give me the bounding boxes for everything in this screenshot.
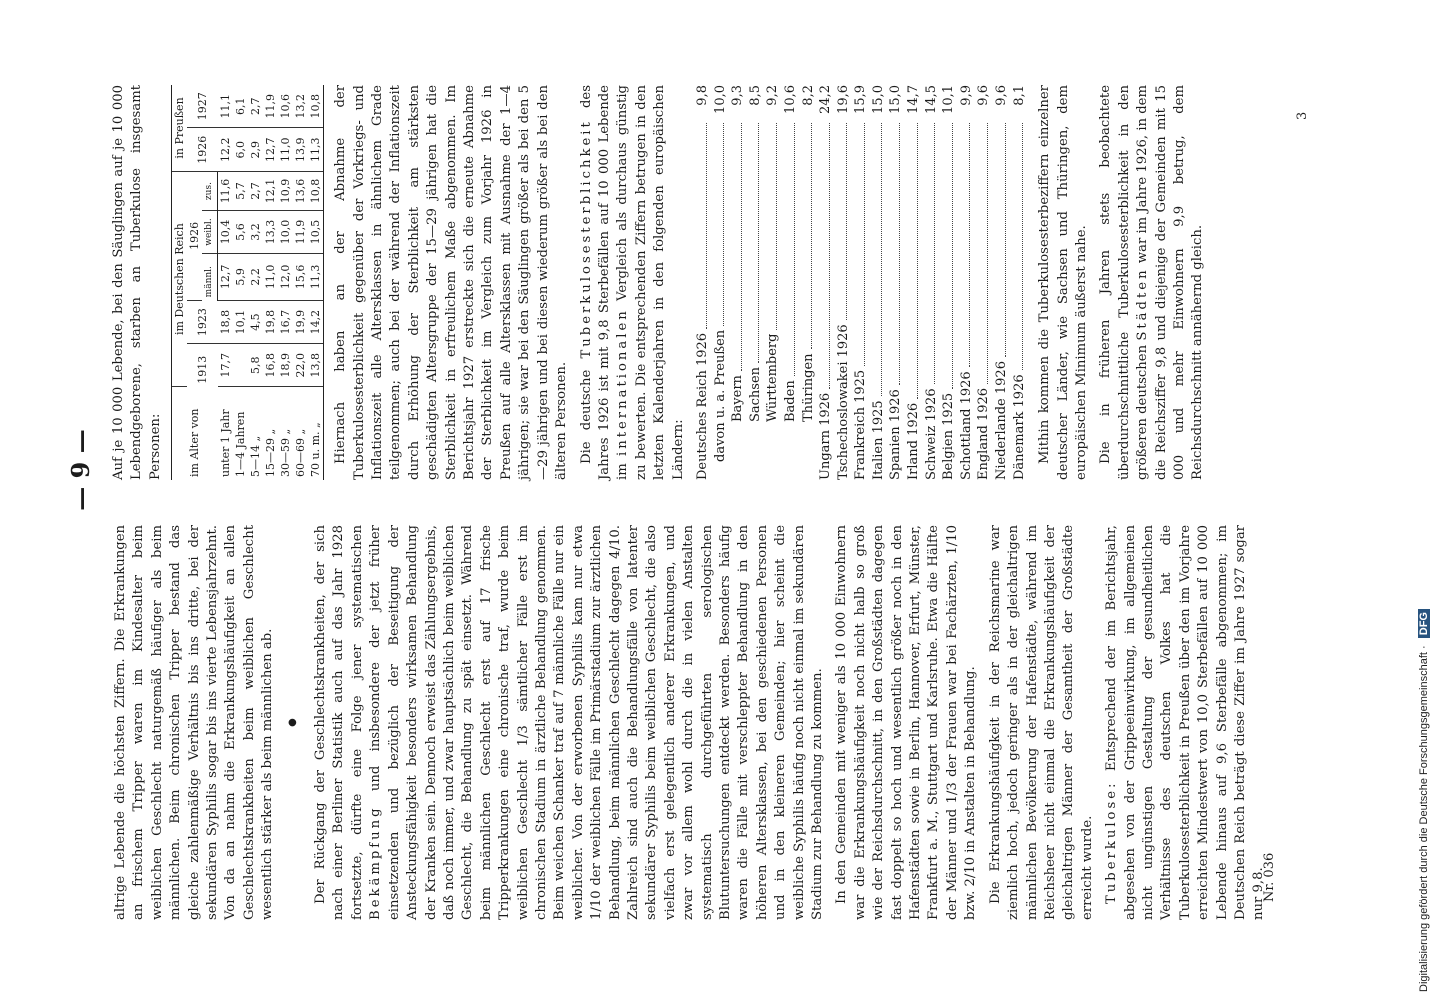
table-cell-p1926: 2,9	[248, 128, 263, 172]
table-cell-age: 60—69 „	[294, 428, 308, 477]
table-cell-w: 10,0	[278, 211, 293, 254]
page-number: 3	[1295, 111, 1310, 120]
leader-dots	[870, 123, 883, 396]
country-value: 10,6	[782, 85, 798, 114]
paragraph-staedte: Die in früheren Jahren stets beobachtete überdurchschnittliche Tuberkulosesterblichkeit in den größeren deutschen Städten war im Jahre 1926, in dem die Reichsziffer 9,8 und diejenige der Gemeinden mit 15 000 und mehr Einwohnern 9,9 betrug, dem Reichsdurchschnitt annähernd gleich.	[1098, 85, 1206, 480]
country-name: Tschechoslowakei 1926	[835, 324, 851, 480]
country-name: Bayern	[730, 375, 746, 422]
country-value: 24,2	[818, 85, 834, 114]
table-row	[278, 85, 293, 480]
leader-dots	[782, 123, 795, 376]
table-cell-w: 10,5	[308, 211, 324, 254]
country-name: Dänemark 1926	[1011, 374, 1027, 480]
table-cell-zus: 13,6	[293, 171, 308, 210]
country-row	[870, 85, 888, 480]
country-name: Württemberg	[765, 333, 781, 422]
country-row	[835, 85, 853, 480]
table-cell-v1913: 22,0	[293, 344, 308, 387]
country-value: 10,0	[712, 85, 728, 114]
country-row	[747, 85, 765, 480]
emphasis-bekaempfung: Bekämpfung	[368, 805, 384, 920]
table-cell-v1923: 16,7	[278, 300, 293, 344]
header-age: im Alter von	[172, 387, 218, 480]
right-column	[110, 85, 1214, 480]
table-cell-v1913	[233, 344, 248, 387]
country-value: 8,1	[1011, 85, 1027, 106]
table-cell-v1923: 14,2	[308, 300, 324, 344]
table-row	[308, 85, 324, 480]
dfg-logo: DFG	[1418, 609, 1430, 638]
country-name: Frankreich 1925	[853, 369, 869, 480]
country-value: 15,0	[870, 85, 886, 114]
table-cell-v1913: 13,8	[308, 344, 324, 387]
table-cell-zus: 10,9	[278, 171, 293, 210]
country-row	[800, 85, 818, 480]
country-row	[905, 85, 923, 480]
country-value: 9,8	[694, 85, 710, 106]
country-list	[694, 85, 1028, 480]
table-cell-zus: 10,8	[308, 171, 324, 210]
leader-dots	[694, 123, 707, 329]
paragraph-decline: Der Rückgang der Geschlechtskrankheiten, der sich nach einer Berliner Statistik auch auf das Jahr 1928 fortsetzte, dürfte eine Folge jener systematischen Bekämpfung und insbesondere der jetzt früher einsetzenden und bezüglich der Beseitigung der Ansteckungsfähigkeit besonders wirksamen Behandlung der Kranken sein. Dennoch erweist das Zählungsergebnis, daß noch immer, und zwar hauptsächlich beim weiblichen Geschlecht, die Behandlung zu spät einsetzt. Während beim männlichen Geschlecht erst auf 17 frische Tripperkrankungen eine chronische traf, wurde beim weiblichen Geschlecht 1/3 sämtlicher Fälle erst im chronischen Stadium in ärztliche Behandlung genommen. Beim weichen Schanker traf auf 7 männliche Fälle nur ein weiblicher. Von der erworbenen Syphilis kam nur etwa 1/10 der weiblichen Fälle im Primärstadium zur ärztlichen Behandlung, beim männlichen Geschlecht dagegen 4/10. Zahlreich sind auch die Behandlungsfälle von latenter sekundärer Syphilis beim weiblichen Geschlecht, die also vielfach erst gelegentlich anderer Erkrankungen, und zwar vor allem wohl durch die in vielen Anstalten systematisch durchgeführten serologischen Blutuntersuchungen entdeckt werden. Besonders häufig waren die Fälle mit verschleppter Behandlung in den höheren Altersklassen, bei den geschiedenen Personen und in den kleineren Gemeinden; hier scheint die weibliche Syphilis häufig noch nicht einmal im sekundären Stadium zur Behandlung zu kommen.	[313, 525, 826, 920]
table-cell-age: 30—59 „	[279, 428, 293, 477]
table-cell-age: 15—29 „	[264, 428, 278, 477]
country-value: 8,5	[747, 85, 763, 106]
table-cell-m: 2,2	[248, 253, 263, 300]
country-value: 9,6	[976, 85, 992, 106]
table-row	[248, 85, 263, 480]
leader-dots	[958, 123, 971, 367]
header-female: weibl.	[202, 211, 218, 254]
country-row	[712, 85, 730, 480]
country-name: Schottland 1926	[958, 371, 974, 480]
table-cell-p1926: 11,3	[308, 128, 324, 172]
table-cell-age: unter 1 Jahr	[218, 409, 232, 477]
table-cell-p1927: 6,1	[233, 85, 248, 128]
country-name: Sachsen	[747, 366, 763, 422]
leader-dots	[905, 123, 918, 399]
table-cell-age: 70 u. m. „	[308, 387, 324, 480]
paragraph-navy: Die Erkrankungshäufigkeit in der Reichsmarine war ziemlich hoch, jedoch geringer als in der gleichaltrigen männlichen Bevölkerung der Hafenstädte, während im Reichsheer nicht einmal die Erkrankungshäufigkeit der gleichaltrigen Männer der Gesamtheit der Großstädte erreicht wurde.	[987, 525, 1095, 920]
left-column	[112, 525, 1275, 920]
country-row	[958, 85, 976, 480]
table-cell-v1913: 18,9	[278, 344, 293, 387]
country-name: Thüringen	[800, 353, 816, 422]
paragraph-municipalities: In den Gemeinden mit weniger als 10 000 Einwohnern war die Erkrankungshäufigkeit noch nicht halb so groß wie der Reichsdurchschnitt, in den Großstädten dagegen fast doppelt so hoch und wesentlich größer noch in den Hafenstädten sowie in Berlin, Hannover, Erfurt, Münster, Frankfurt a. M., Stuttgart und Karlsruhe. Etwa die Hälfte der Männer und 1/3 der Frauen war bei Fachärzten, 1/10 bzw. 2/10 in Anstalten in Behandlung.	[834, 525, 979, 920]
leader-dots	[940, 123, 953, 389]
country-value: 15,0	[888, 85, 904, 114]
leader-dots	[747, 123, 760, 363]
country-name: davon u. a. Preußen	[712, 329, 728, 462]
country-row	[852, 85, 870, 480]
country-name: Belgien 1925	[941, 392, 957, 480]
leader-dots	[993, 123, 1006, 357]
heading-tuberkulose: Tuberkulose:	[1104, 780, 1120, 904]
header-reich: im Deutschen Reich	[172, 171, 188, 386]
emphasis-international: internationalen	[615, 308, 631, 457]
table-cell-p1927: 10,6	[278, 85, 293, 128]
table-cell-p1926: 6,0	[233, 128, 248, 172]
country-value: 15,9	[853, 85, 869, 114]
table-cell-v1923: 19,9	[293, 300, 308, 344]
header-1923: 1923	[187, 300, 218, 344]
country-row	[887, 85, 905, 480]
country-name: Spanien 1926	[888, 389, 904, 480]
paragraph-tuberculosis: Tuberkulose: Entsprechend der im Berichtsjahr, abgesehen von der Grippeeinwirkung, im allgemeinen nicht ungünstigen Gestaltung der gesundheitlichen Verhältnisse des deutschen Volkes hat die Tuberkulosesterblichkeit in Preußen über den im Vorjahre erreichten Mindestwert von 10,0 Sterbefällen auf 10 000 Lebende hinaus auf 9,6 Sterbefälle abgenommen; im Deutschen Reich beträgt diese Ziffer im Jahre 1927 sogar nur 9,8.	[1104, 525, 1267, 920]
table-cell-v1913: 5,8	[248, 344, 263, 387]
country-name: Ungarn 1926	[818, 392, 834, 480]
header-1926-preussen: 1926	[187, 128, 218, 172]
country-row	[993, 85, 1011, 480]
country-value: 9,3	[730, 85, 746, 106]
country-row	[940, 85, 958, 480]
table-cell-m: 12,7	[218, 253, 234, 300]
country-name: Deutsches Reich 1926	[694, 332, 710, 480]
table-cell-zus: 11,6	[218, 171, 234, 210]
leader-dots	[835, 123, 848, 320]
table-cell-p1927: 10,8	[308, 85, 324, 128]
country-name: Italien 1925	[870, 400, 886, 480]
table-cell-zus: 2,7	[248, 171, 263, 210]
table-cell-v1923: 10,1	[233, 300, 248, 344]
table-cell-m: 15,6	[293, 253, 308, 300]
table-cell-w: 5,6	[233, 211, 248, 254]
table-cell-p1927: 11,1	[218, 85, 234, 128]
table-cell-p1926: 13,9	[293, 128, 308, 172]
country-value: 14,5	[923, 85, 939, 114]
table-cell-m: 12,0	[278, 253, 293, 300]
table-cell-p1926: 12,7	[263, 128, 278, 172]
table-row	[233, 85, 248, 480]
country-row	[694, 85, 712, 480]
leader-dots	[800, 123, 813, 349]
page-header: — 9 —	[66, 429, 95, 511]
digitization-note: Digitalisierung gefördert durch die Deutsche Forschungsgemeinschaft · DFG	[1418, 7, 1430, 992]
leader-dots	[1011, 123, 1024, 370]
country-value: 9,6	[994, 85, 1010, 106]
country-name: Irland 1926	[906, 402, 922, 480]
table-cell-p1927: 13,2	[293, 85, 308, 128]
paragraph-age-groups: altrige Lebende die höchsten Ziffern. Die Erkrankungen an frischem Tripper waren im Kindesalter beim weiblichen Geschlecht naturgemäß häufiger als beim männlichen. Beim chronischen Tripper bestand das gleiche zahlenmäßige Verhältnis bis ins dritte, bei der sekundären Syphilis sogar bis ins vierte Lebensjahrzehnt. Von da an nahm die Erkrankungshäufigkeit an allen Geschlechtskrankheiten beim weiblichen Geschlecht wesentlich stärker als beim männlichen ab.	[113, 525, 276, 920]
table-cell-p1926: 12,2	[218, 128, 234, 172]
country-row	[764, 85, 782, 480]
table-cell-v1923: 18,8	[218, 300, 234, 344]
table-cell-w: 11,9	[293, 211, 308, 254]
header-1927-preussen: 1927	[187, 85, 218, 128]
paragraph-mithin: Mithin kommen die Tuberkulosesterbeziffern einzelner deutscher Länder, wie Sachsen und Thüringen, dem europäischen Minimum äußerst nahe.	[1037, 85, 1090, 480]
table-row	[293, 85, 308, 480]
document-number: Nr. 036	[1262, 852, 1277, 902]
table-cell-zus: 12,1	[263, 171, 278, 210]
emphasis-staedten: Städten	[1135, 267, 1151, 341]
paragraph-hiernach: Hiernach haben an der Abnahme der Tuberkulosesterblichkeit gegenüber der Vorkriegs- und Inflationszeit alle Altersklassen in ähnlichem Grade teilgenommen; auch bei der während der Inflationszeit durch Erhöhung der Sterblichkeit am stärksten geschädigten Altersgruppe der 15—29 jährigen hat die Sterblichkeit in erfreulichem Maße abgenommen. Im Berichtsjahr 1927 erstreckte sich die erneute Abnahme der Sterblichkeit im Vergleich zum Vorjahr 1926 in Preußen auf alle Altersklassen mit Ausnahme der 1—4 jährigen; sie war bei den Säuglingen größer als bei den 5—29 jährigen und bei diesen wiederum größer als bei den älteren Personen.	[333, 85, 570, 480]
leader-dots	[712, 123, 725, 326]
table-body	[218, 85, 324, 480]
country-row	[729, 85, 747, 480]
table-cell-v1923: 4,5	[248, 300, 263, 344]
table-cell-zus: 5,7	[233, 171, 248, 210]
leader-dots	[887, 123, 900, 385]
country-value: 8,2	[800, 85, 816, 106]
table-cell-v1923: 19,8	[263, 300, 278, 344]
table-cell-w: 10,4	[218, 211, 234, 254]
paragraph-international: Die deutsche Tuberkulosesterblichkeit des Jahres 1926 ist mit 9,8 Sterbefällen auf 10 000 Lebende im internationalen Vergleich als durchaus günstig zu bewerten. Die entsprechenden Ziffern betrugen in den letzten Kalenderjahren in den folgenden europäischen Ländern:	[578, 85, 686, 480]
table-cell-p1926: 11,0	[278, 128, 293, 172]
table-cell-w: 3,2	[248, 211, 263, 254]
country-value: 14,7	[906, 85, 922, 114]
country-row	[1011, 85, 1029, 480]
table-cell-age: 5—14 „	[249, 435, 263, 477]
header-total: zus.	[202, 171, 218, 210]
section-dot: ●	[286, 718, 298, 727]
table-cell-v1913: 16,8	[263, 344, 278, 387]
country-name: England 1926	[976, 387, 992, 480]
table-row	[263, 85, 278, 480]
header-preussen: in Preußen	[172, 85, 188, 171]
leader-dots	[852, 123, 865, 366]
leader-dots	[923, 123, 936, 384]
country-value: 19,6	[835, 85, 851, 114]
table-cell-w: 13,3	[263, 211, 278, 254]
table-cell-age: 1—4 Jahren	[234, 411, 248, 477]
emphasis-tuberkulosesterblichkeit: Tuberkulosesterblichkeit	[578, 119, 594, 359]
table-intro: Auf je 10 000 Lebende, bei den Säuglingen auf je 10 000 Lebendgeborene, starben an Tuberkulose insgesamt Personen:	[111, 85, 163, 480]
country-row	[817, 85, 835, 480]
country-name: Baden	[782, 380, 798, 422]
country-name: Niederlande 1926	[994, 361, 1010, 480]
header-1913: 1913	[195, 355, 209, 384]
header-male: männl.	[202, 253, 218, 300]
leader-dots	[764, 123, 777, 330]
table-cell-p1927: 11,9	[263, 85, 278, 128]
table-cell-p1927: 2,7	[248, 85, 263, 128]
leader-dots	[729, 123, 742, 371]
country-value: 9,9	[958, 85, 974, 106]
table-cell-m: 11,0	[263, 253, 278, 300]
country-value: 10,1	[941, 85, 957, 114]
table-cell-m: 11,3	[308, 253, 324, 300]
table-cell-v1913: 17,7	[218, 344, 234, 387]
tuberculosis-mortality-table	[171, 85, 324, 480]
leader-dots	[975, 123, 988, 384]
country-name: Schweiz 1926	[923, 388, 939, 480]
leader-dots	[817, 123, 830, 389]
country-row	[975, 85, 993, 480]
country-row	[782, 85, 800, 480]
country-row	[923, 85, 941, 480]
header-1926-reich: 1926	[187, 171, 202, 300]
table-row	[218, 85, 234, 480]
table-cell-m: 5,9	[233, 253, 248, 300]
country-value: 9,2	[765, 85, 781, 106]
